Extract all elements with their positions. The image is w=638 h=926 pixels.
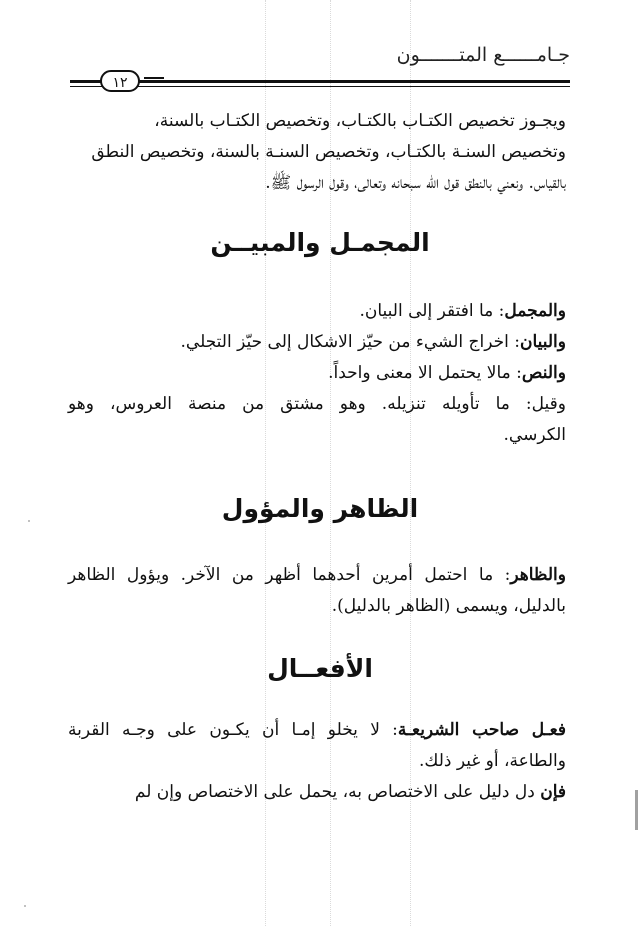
- definition-term: والمجمل: [504, 301, 566, 321]
- scan-artifact-speck: [28, 520, 30, 522]
- definition-list: [68, 296, 566, 451]
- text-line: [68, 777, 566, 808]
- definition-term: والظاهر: [510, 565, 566, 585]
- text-line: بالدليل، ويسمى (الظاهر بالدليل).: [331, 596, 566, 616]
- definition-item: [68, 327, 566, 358]
- text-line: [68, 715, 566, 746]
- section-heading: المجمـل والمبيــن: [210, 228, 430, 257]
- intro-paragraph: [68, 106, 566, 199]
- definition-text: : ما افتقر إلى البيان.: [359, 301, 505, 321]
- text-line: والطاعة، أو غير ذلك.: [418, 751, 566, 771]
- afaal-paragraph: [68, 715, 566, 808]
- running-title: جـامــــــع المتـــــــون: [396, 44, 570, 66]
- definition-continuation: الكرسي.: [503, 425, 566, 445]
- text-line: [68, 560, 566, 591]
- definition-item: [68, 389, 566, 420]
- text-line: بالقياس. ونعني بالنطق قول الله سبحانه وتعالى، وقول الرسول ﷺ.: [265, 173, 566, 193]
- header-rule-thin: [70, 86, 570, 87]
- definition-text: : ما احتمل أمرين أحدهما أظهر من الآخر. ويؤول الظاهر: [68, 565, 511, 585]
- definition-term: والبيان: [519, 332, 566, 352]
- definition-text: : اخراج الشيء من حيّز الاشكال إلى حيّز التجلي.: [180, 332, 520, 352]
- page-number: ١٢: [112, 75, 128, 91]
- definition-item: [68, 296, 566, 327]
- definition-term: فإن: [540, 782, 566, 802]
- definition-term: وقيل: [531, 394, 566, 414]
- header-ornament: [144, 77, 164, 79]
- definition-term: والنص: [521, 363, 566, 383]
- text-line: وتخصيص السنـة بالكتـاب، وتخصيص السنـة بالسنة، وتخصيص النطق: [91, 142, 566, 162]
- definition-item: [68, 358, 566, 389]
- definition-text: دل دليل على الاختصاص به، يحمل على الاختصاص وإن لم: [134, 782, 535, 802]
- page-header: [70, 42, 570, 92]
- section-heading: الظاهر والمؤول: [221, 494, 419, 523]
- scan-artifact-speck: [24, 905, 26, 907]
- definition-text: : ما تأويله تنزيله. وهو مشتق من منصة العروس، وهو: [68, 394, 532, 414]
- zahir-paragraph: [68, 560, 566, 622]
- page-number-badge: [100, 70, 140, 92]
- header-rule: [70, 80, 570, 83]
- text-line: ويجـوز تخصيص الكتـاب بالكتـاب، وتخصيص الكتـاب بالسنة،: [154, 111, 566, 131]
- definition-text: : مالا يحتمل الا معنى واحداً.: [328, 363, 522, 383]
- definition-text: : لا يخلو إمـا أن يكـون على وجـه القربة: [68, 720, 398, 740]
- definition-term: فعـل صاحب الشريعـة: [397, 720, 566, 740]
- section-heading: الأفعــال: [267, 654, 373, 683]
